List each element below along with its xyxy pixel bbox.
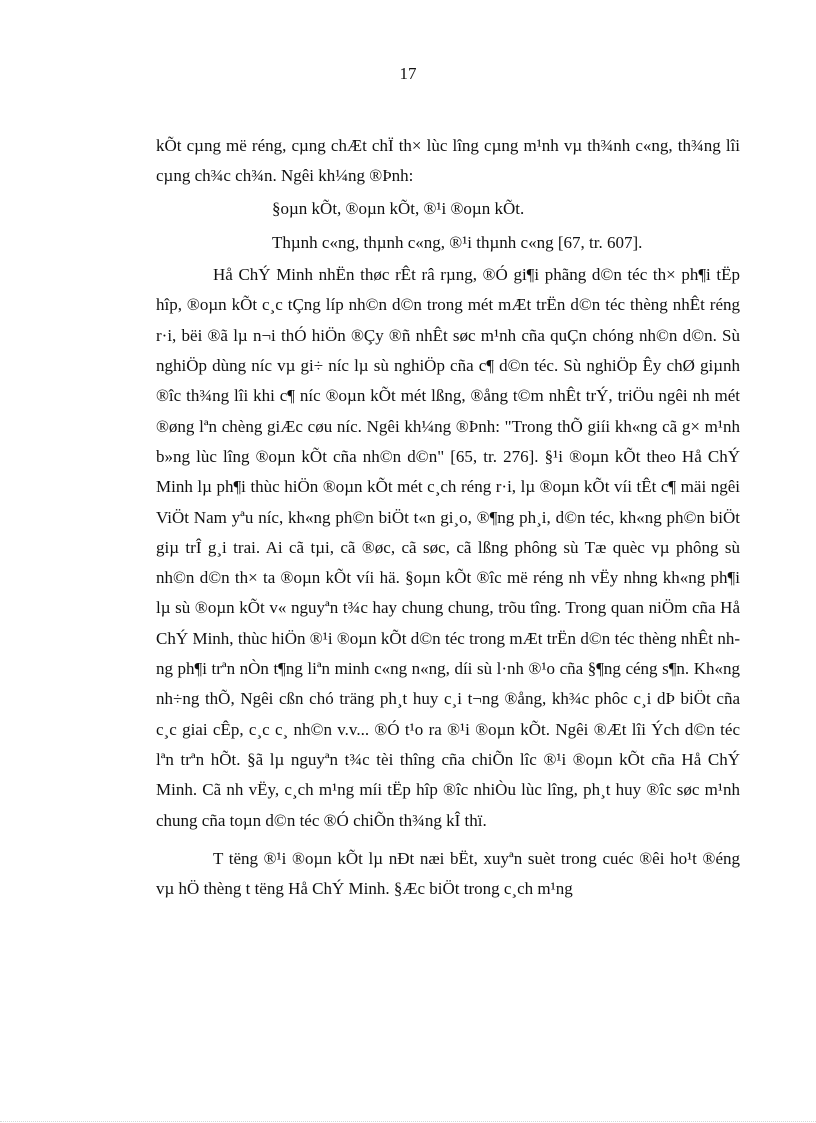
paragraph-2: Hå ChÝ Minh nhËn thøc rÊt râ rµng, ®Ó gi¶i phãng d©n téc th× ph¶i tËp hîp, ®oµn kÕt c¸c tÇng líp nh©n d©n trong mét mÆt trËn d©n téc thèng nhÊt réng r·i, bëi ®ã lµ n¬i thÓ hiÖn ®Çy ®ñ nhÊt søc m¹nh cña quÇn chóng nh©n d©n. Sù nghiÖp dùng níc vµ gi÷ níc lµ sù nghiÖp cña c¶ d©n téc. Sù nghiÖp Êy chØ giµnh ®îc th¾ng lîi khi c¶ níc ®oµn kÕt mét lßng, ®ång t©m nhÊt trÝ, triÖu ngêi nh mét ®øng lªn chèng giÆc cøu níc. Ngêi kh¼ng ®Þnh: "Trong thÕ giíi kh«ng cã g× m¹nh b»ng lùc lîng ®oµn kÕt cña nh©n d©n" [65, tr. 276]. §¹i ®oµn kÕt theo Hå ChÝ Minh lµ ph¶i thùc hiÖn ®oµn kÕt mét c¸ch réng r·i, lµ ®oµn kÕt víi tÊt c¶ mäi ngêi ViÖt Nam yªu níc, kh«ng ph©n biÖt t«n gi¸o, ®¶ng ph¸i, d©n téc, kh«ng ph©n biÖt giµ trÎ g¸i trai. Ai cã tµi, cã ®øc, cã søc, cã lßng phông sù Tæ quèc vµ phông sù nh©n d©n th× ta ®oµn kÕt víi hä. §oµn kÕt ®îc më réng nh vËy nhng kh«ng ph¶i lµ sù ®oµn kÕt v« nguyªn t¾c hay chung chung, trõu tîng. Trong quan niÖm cña Hå ChÝ Minh, thùc hiÖn ®¹i ®oµn kÕt d©n téc trong mÆt trËn d©n téc thèng nhÊt nhng ph¶i trªn nÒn t¶ng liªn minh c«ng n«ng, díi sù l·nh ®¹o cña §¶ng céng s¶n. Kh«ng nh÷ng thÕ, Ngêi cßn chó träng ph¸t huy c¸i t¬ng ®ång, kh¾c phôc c¸i dÞ biÖt cña c¸c giai cÊp, c¸c c¸ nh©n v.v... ®Ó t¹o ra ®¹i ®oµn kÕt. Ngêi ®Æt lîi Ých d©n téc lªn trªn hÕt. §ã lµ nguyªn t¾c tèi thîng cña chiÕn lîc ®¹i ®oµn kÕt cña Hå ChÝ Minh. Cã nh vËy, c¸ch m¹ng míi tËp hîp ®îc nhiÒu lùc lîng, ph¸t huy ®îc søc m¹nh chung cña toµn d©n téc ®Ó chiÕn th¾ng kÎ thï. [156,265,740,830]
paragraph-3: T tëng ®¹i ®oµn kÕt lµ nÐt næi bËt, xuyªn suèt trong cuéc ®êi ho¹t ®éng vµ hÖ thèng t tëng Hå ChÝ Minh. §Æc biÖt trong c¸ch m¹ng [156,848,740,899]
page-number: 17 [399,64,417,83]
body-text [156,131,740,904]
quote-line-1: §oµn kÕt, ®oµn kÕt, ®¹i ®oµn kÕt. [272,198,525,218]
bottom-divider [0,1121,816,1122]
paragraph-1: kÕt cµng më réng, cµng chÆt chÏ th× lùc lîng cµng m¹nh vµ th¾nh c«ng, th¾ng lîi cµng ch¾c ch¾n. Ngêi kh¼ng ®Þnh: [156,136,740,186]
quote-line-2: Thµnh c«ng, thµnh c«ng, ®¹i thµnh c«ng [67, tr. 607]. [272,232,643,252]
